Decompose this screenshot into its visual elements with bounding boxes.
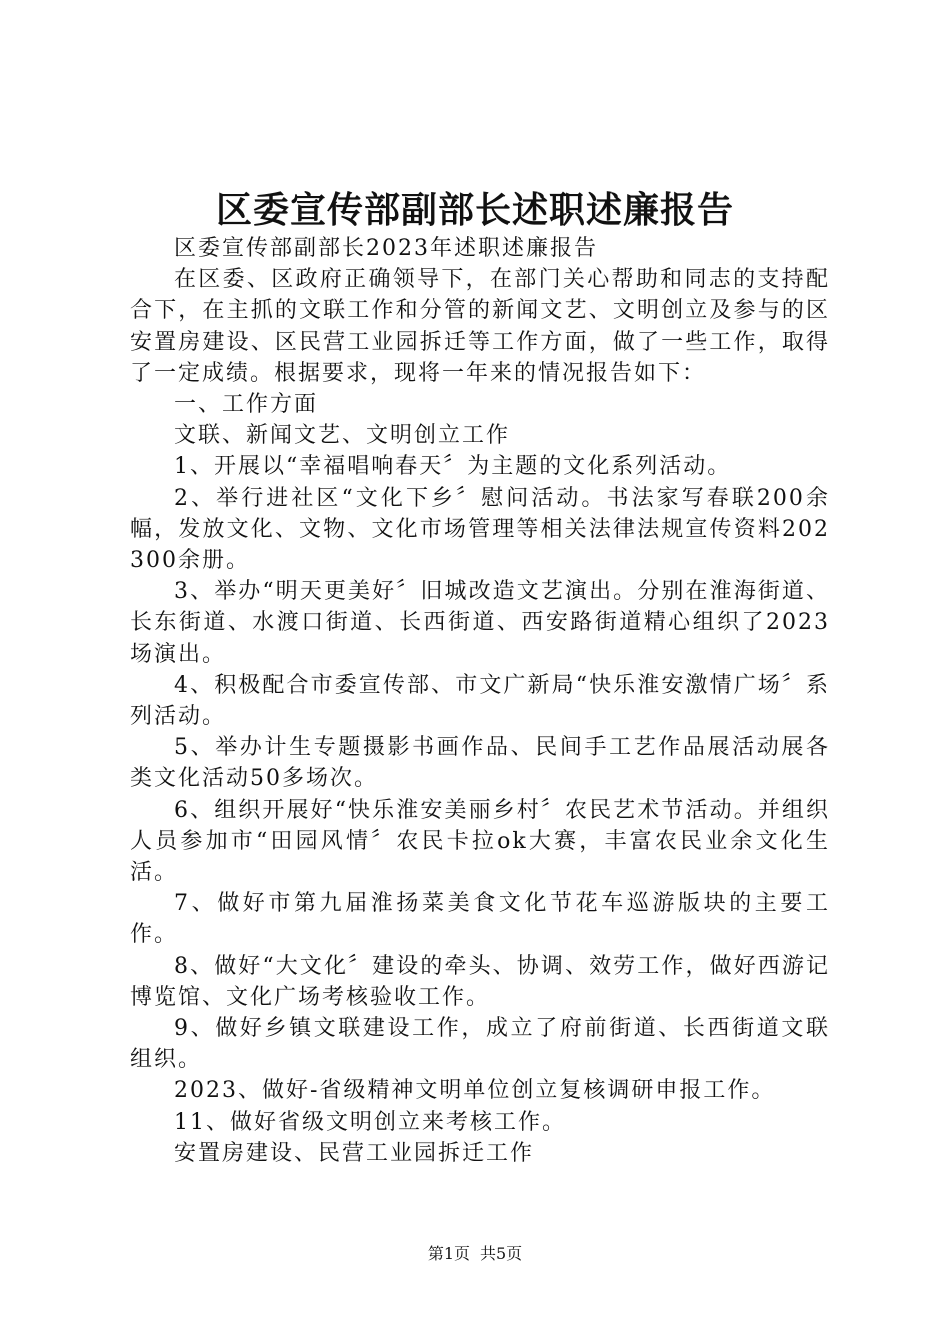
list-item: 9、做好乡镇文联建设工作，成立了府前街道、长西街道文联组织。 <box>130 1016 830 1073</box>
page-total: 共5页 <box>480 1244 523 1263</box>
document-body <box>130 233 830 1169</box>
list-item: 2、举行进社区“文化下乡〞慰问活动。书法家写春联200余幅，发放文化、文物、文化市场管理等相关法律法规宣传资料202300余册。 <box>130 485 830 574</box>
list-item: 4、积极配合市委宣传部、市文广新局“快乐淮安激情广场〞系列活动。 <box>130 672 830 730</box>
list-item: 8、做好“大文化〞建设的牵头、协调、效劳工作，做好西游记博览馆、文化广场考核验收工作。 <box>130 953 830 1010</box>
document-title: 区委宣传部副部长述职述廉报告 <box>215 189 734 231</box>
list-item: 3、举办“明天更美好〞旧城改造文艺演出。分别在淮海街道、长东街道、水渡口街道、长西街道、西安路街道精心组织了2023场演出。 <box>130 579 830 667</box>
section-heading: 一、工作方面 <box>174 392 319 418</box>
page-number: 第1页 <box>427 1244 470 1263</box>
list-item: 1、开展以“幸福唱响春天〞为主题的文化系列活动。 <box>174 454 732 480</box>
paragraph-subtitle: 区委宣传部副部长2023年述职述廉报告 <box>174 236 598 261</box>
list-item: 5、举办计生专题摄影书画作品、民间手工艺作品展活动展各类文化活动50多场次。 <box>130 735 830 792</box>
list-item: 2023、做好-省级精神文明单位创立复核调研申报工作。 <box>174 1078 776 1104</box>
list-item: 6、组织开展好“快乐淮安美丽乡村〞农民艺术节活动。并组织人员参加市“田园风情〞农民卡拉ok大赛，丰富农民业余文化生活。 <box>130 797 830 886</box>
list-item: 7、做好市第九届淮扬菜美食文化节花车巡游版块的主要工作。 <box>130 891 830 948</box>
list-item: 11、做好省级文明创立来考核工作。 <box>174 1109 566 1135</box>
subsection-heading: 文联、新闻文艺、文明创立工作 <box>174 423 511 449</box>
page-footer <box>0 1243 950 1265</box>
paragraph-intro: 在区委、区政府正确领导下，在部门关心帮助和同志的支持配合下，在主抓的文联工作和分管的新闻文艺、文明创立及参与的区安置房建设、区民营工业园拆迁等工作方面，做了一些工作，取得了一定成绩。根据要求，现将一年来的情况报告如下： <box>130 267 830 386</box>
subsection-heading: 安置房建设、民营工业园拆迁工作 <box>174 1140 535 1166</box>
